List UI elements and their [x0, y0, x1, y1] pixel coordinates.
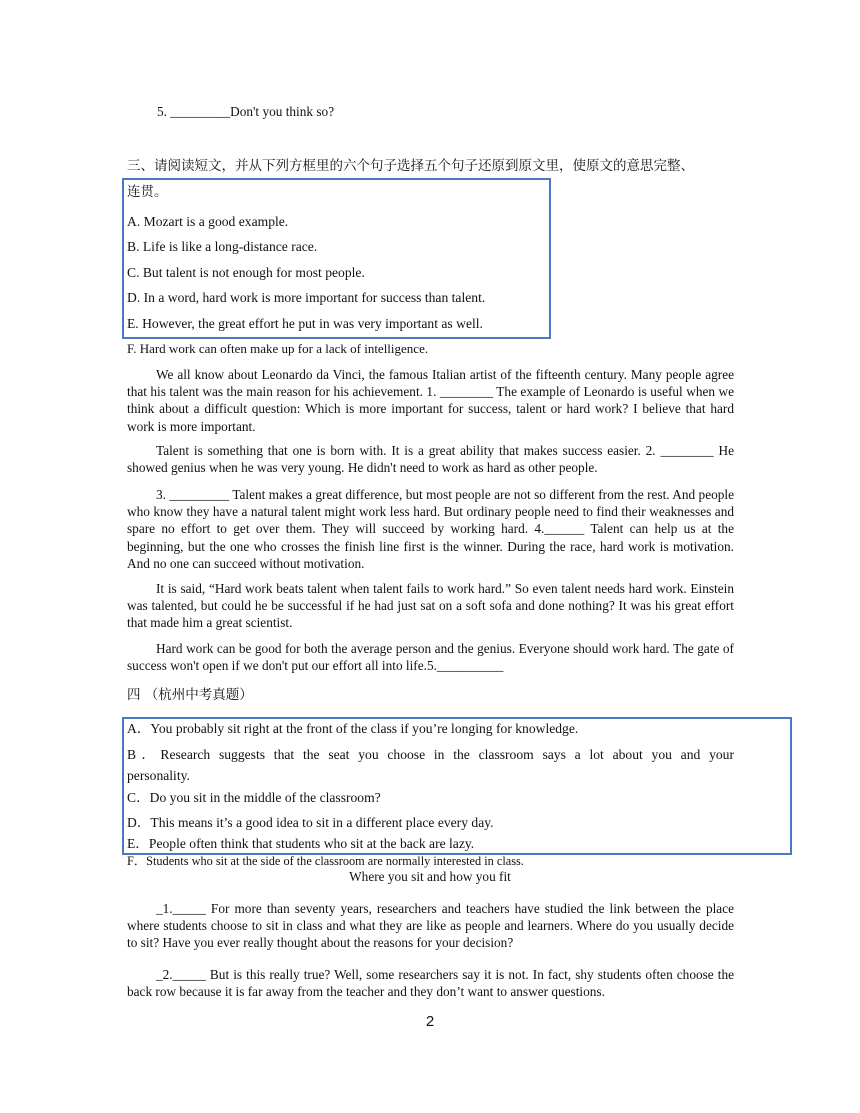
- question-5-line: 5. _________Don't you think so?: [157, 104, 335, 119]
- option-a: A. Mozart is a good example.: [127, 214, 289, 229]
- passage-paragraph: It is said, “Hard work beats talent when talent fails to work hard.” So even talent needs hard work. Einstein was talented, but could he be successful if he had just sat on a soft sofa and done nothing? It was his great effort that made him a great scientist.: [127, 581, 734, 631]
- section3-heading-line1: 三、请阅读短文，并从下列方框里的六个句子选择五个句子还原到原文里，使原文的意思完整、: [127, 158, 694, 174]
- passage-paragraph: Hard work can be good for both the average person and the genius. Everyone should work hard. The gate of success won't open if we don't put our effort all into life.5.__________: [127, 641, 734, 674]
- passage-paragraph: _2._____ But is this really true? Well, some researchers say it is not. In fact, shy students often choose the back row because it is far away from the teacher and they don’t want to answer questions.: [127, 967, 734, 1000]
- passage-paragraph: Talent is something that one is born with. It is a great ability that makes success easier. 2. ________ He showed genius when he was very young. He didn't need to work as hard as other people.: [127, 443, 734, 476]
- passage-title: Where you sit and how you fit: [349, 869, 511, 884]
- option-d: D. In a word, hard work is more important for success than talent.: [127, 290, 486, 305]
- option-e: E. However, the great effort he put in was very important as well.: [127, 316, 483, 331]
- option-f: F. Hard work can often make up for a lack of intelligence.: [127, 341, 429, 356]
- passage-paragraph: 3. _________ Talent makes a great difference, but most people are not so different from the rest. And people who know they have a natural talent might work less hard. But ordinary people need to find their weaknesses and spare no effort to get over them. They will succeed by working hard. 4.______ Talent can help us at the beginning, but the one who crosses the finish line first is the winner. During the race, hard work is motivation. And no one can succeed without motivation.: [127, 487, 734, 571]
- option-f: F．Students who sit at the side of the classroom are normally interested in class.: [127, 854, 524, 868]
- option-b: B．Research suggests that the seat you choose in the classroom says a lot about you and your: [127, 747, 734, 762]
- option-c: C. But talent is not enough for most people.: [127, 265, 365, 280]
- passage-paragraph: _1._____ For more than seventy years, researchers and teachers have studied the link between the place where students choose to sit in class and what they are like as people and learners. Where do you usually decide to sit? Have you ever really thought about the reasons for your decision?: [127, 901, 734, 951]
- options-box: [122, 717, 792, 855]
- section3-heading-line2: 连贯。: [127, 184, 168, 200]
- option-a: A．You probably sit right at the front of the class if you’re longing for knowledge.: [127, 721, 579, 736]
- option-c: C．Do you sit in the middle of the classroom?: [127, 790, 381, 805]
- option-b: B. Life is like a long-distance race.: [127, 239, 318, 254]
- passage-paragraph: We all know about Leonardo da Vinci, the famous Italian artist of the fifteenth century. Many people agree that his talent was the main reason for his achievement. 1. ________ The example of Leonardo is useful when we think about a difficult question: Which is more important for success, talent or hard work? I believe that hard work is more important.: [127, 367, 734, 434]
- section4-heading: 四 （杭州中考真题）: [127, 687, 253, 703]
- option-d: D．This means it’s a good idea to sit in a different place every day.: [127, 815, 494, 830]
- page-number: 2: [425, 1013, 435, 1030]
- option-b-continued: personality.: [127, 768, 190, 783]
- option-e: E．People often think that students who sit at the back are lazy.: [127, 836, 475, 851]
- options-box: [122, 178, 551, 339]
